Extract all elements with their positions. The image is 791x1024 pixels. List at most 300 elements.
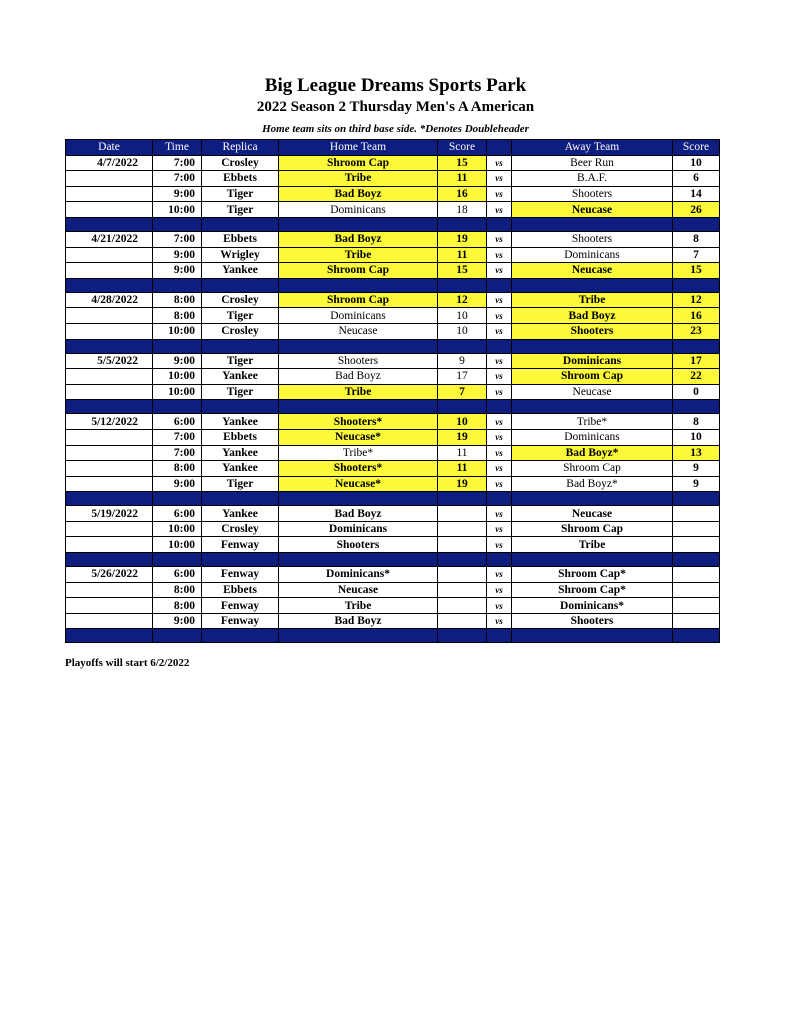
- table-row: [66, 171, 720, 187]
- separator-cell: [66, 400, 153, 414]
- replica-cell: Tiger: [202, 202, 279, 218]
- vs-cell: vs: [487, 369, 512, 385]
- replica-cell: Ebbets: [202, 429, 279, 445]
- time-cell: 8:00: [153, 292, 202, 308]
- table-header-row: [66, 140, 720, 156]
- home-team-cell: Neucase: [279, 582, 438, 598]
- separator-cell: [512, 400, 673, 414]
- replica-cell: Fenway: [202, 537, 279, 553]
- separator-cell: [512, 339, 673, 353]
- home-team-cell: Bad Boyz: [279, 613, 438, 629]
- vs-cell: vs: [487, 476, 512, 492]
- col-header-replica: Replica: [202, 140, 279, 156]
- away-team-cell: Tribe*: [512, 414, 673, 430]
- replica-cell: Yankee: [202, 445, 279, 461]
- col-header-time: Time: [153, 140, 202, 156]
- away-score-cell: [673, 567, 720, 583]
- replica-cell: Fenway: [202, 598, 279, 614]
- home-team-cell: Shroom Cap: [279, 263, 438, 279]
- home-score-cell: 12: [438, 292, 487, 308]
- away-team-cell: Neucase: [512, 263, 673, 279]
- separator-row: [66, 553, 720, 567]
- away-score-cell: 12: [673, 292, 720, 308]
- vs-cell: vs: [487, 247, 512, 263]
- away-score-cell: 9: [673, 476, 720, 492]
- home-score-cell: [438, 598, 487, 614]
- separator-cell: [202, 217, 279, 231]
- replica-cell: Tiger: [202, 476, 279, 492]
- separator-cell: [66, 629, 153, 643]
- home-score-cell: 19: [438, 429, 487, 445]
- away-score-cell: 8: [673, 414, 720, 430]
- away-team-cell: Dominicans: [512, 353, 673, 369]
- separator-cell: [673, 217, 720, 231]
- vs-cell: vs: [487, 202, 512, 218]
- away-score-cell: 17: [673, 353, 720, 369]
- away-score-cell: 9: [673, 461, 720, 477]
- date-cell: [66, 429, 153, 445]
- home-score-cell: 9: [438, 353, 487, 369]
- table-row: [66, 445, 720, 461]
- home-team-cell: Dominicans: [279, 308, 438, 324]
- separator-cell: [66, 339, 153, 353]
- home-score-cell: 11: [438, 247, 487, 263]
- time-cell: 9:00: [153, 613, 202, 629]
- vs-cell: vs: [487, 506, 512, 522]
- time-cell: 9:00: [153, 186, 202, 202]
- home-team-cell: Bad Boyz: [279, 186, 438, 202]
- table-row: [66, 263, 720, 279]
- separator-cell: [438, 492, 487, 506]
- col-header-away-score: Score: [673, 140, 720, 156]
- away-team-cell: Bad Boyz*: [512, 445, 673, 461]
- separator-cell: [202, 492, 279, 506]
- home-team-cell: Bad Boyz: [279, 369, 438, 385]
- separator-cell: [512, 553, 673, 567]
- date-cell: 5/19/2022: [66, 506, 153, 522]
- replica-cell: Yankee: [202, 506, 279, 522]
- time-cell: 7:00: [153, 231, 202, 247]
- vs-cell: vs: [487, 186, 512, 202]
- home-team-cell: Shooters*: [279, 461, 438, 477]
- away-score-cell: 15: [673, 263, 720, 279]
- away-score-cell: 0: [673, 384, 720, 400]
- separator-row: [66, 629, 720, 643]
- home-score-cell: 10: [438, 323, 487, 339]
- table-row: [66, 537, 720, 553]
- replica-cell: Ebbets: [202, 231, 279, 247]
- date-cell: [66, 384, 153, 400]
- away-score-cell: [673, 506, 720, 522]
- col-header-away-team: Away Team: [512, 140, 673, 156]
- separator-cell: [438, 217, 487, 231]
- home-team-cell: Bad Boyz: [279, 231, 438, 247]
- home-score-cell: 15: [438, 155, 487, 171]
- time-cell: 10:00: [153, 384, 202, 400]
- home-team-cell: Tribe: [279, 598, 438, 614]
- table-row: [66, 521, 720, 537]
- separator-cell: [153, 492, 202, 506]
- separator-cell: [487, 492, 512, 506]
- home-score-cell: 19: [438, 476, 487, 492]
- vs-cell: vs: [487, 429, 512, 445]
- time-cell: 9:00: [153, 476, 202, 492]
- separator-cell: [512, 278, 673, 292]
- vs-cell: vs: [487, 567, 512, 583]
- away-score-cell: 6: [673, 171, 720, 187]
- separator-row: [66, 492, 720, 506]
- separator-cell: [673, 339, 720, 353]
- vs-cell: vs: [487, 582, 512, 598]
- table-row: [66, 567, 720, 583]
- time-cell: 7:00: [153, 429, 202, 445]
- away-score-cell: 14: [673, 186, 720, 202]
- vs-cell: vs: [487, 231, 512, 247]
- away-score-cell: [673, 521, 720, 537]
- separator-cell: [153, 217, 202, 231]
- vs-cell: vs: [487, 598, 512, 614]
- separator-cell: [202, 629, 279, 643]
- away-score-cell: 23: [673, 323, 720, 339]
- date-cell: 5/5/2022: [66, 353, 153, 369]
- date-cell: 5/26/2022: [66, 567, 153, 583]
- time-cell: 10:00: [153, 202, 202, 218]
- separator-cell: [279, 400, 438, 414]
- replica-cell: Tiger: [202, 384, 279, 400]
- separator-cell: [487, 400, 512, 414]
- vs-cell: vs: [487, 414, 512, 430]
- away-team-cell: Dominicans*: [512, 598, 673, 614]
- separator-cell: [66, 278, 153, 292]
- home-score-cell: [438, 567, 487, 583]
- time-cell: 8:00: [153, 598, 202, 614]
- vs-cell: vs: [487, 353, 512, 369]
- separator-cell: [438, 553, 487, 567]
- date-cell: 5/12/2022: [66, 414, 153, 430]
- separator-row: [66, 217, 720, 231]
- table-row: [66, 476, 720, 492]
- separator-cell: [279, 553, 438, 567]
- home-score-cell: 18: [438, 202, 487, 218]
- home-team-cell: Neucase: [279, 323, 438, 339]
- date-cell: [66, 186, 153, 202]
- separator-cell: [438, 339, 487, 353]
- date-cell: [66, 171, 153, 187]
- home-team-cell: Shooters*: [279, 414, 438, 430]
- replica-cell: Tiger: [202, 353, 279, 369]
- col-header-home-team: Home Team: [279, 140, 438, 156]
- date-cell: [66, 247, 153, 263]
- separator-cell: [438, 629, 487, 643]
- separator-row: [66, 339, 720, 353]
- time-cell: 7:00: [153, 155, 202, 171]
- col-header-home-score: Score: [438, 140, 487, 156]
- replica-cell: Fenway: [202, 567, 279, 583]
- time-cell: 7:00: [153, 445, 202, 461]
- separator-cell: [202, 278, 279, 292]
- home-team-cell: Dominicans*: [279, 567, 438, 583]
- date-cell: [66, 476, 153, 492]
- vs-cell: vs: [487, 263, 512, 279]
- away-team-cell: Dominicans: [512, 429, 673, 445]
- table-row: [66, 582, 720, 598]
- home-score-cell: 16: [438, 186, 487, 202]
- replica-cell: Yankee: [202, 461, 279, 477]
- away-team-cell: Bad Boyz*: [512, 476, 673, 492]
- table-row: [66, 186, 720, 202]
- time-cell: 10:00: [153, 537, 202, 553]
- away-score-cell: 16: [673, 308, 720, 324]
- separator-cell: [487, 278, 512, 292]
- time-cell: 9:00: [153, 263, 202, 279]
- away-score-cell: [673, 537, 720, 553]
- date-cell: [66, 521, 153, 537]
- away-team-cell: Beer Run: [512, 155, 673, 171]
- date-cell: [66, 445, 153, 461]
- replica-cell: Fenway: [202, 613, 279, 629]
- away-team-cell: Shooters: [512, 613, 673, 629]
- replica-cell: Yankee: [202, 369, 279, 385]
- col-header-date: Date: [66, 140, 153, 156]
- table-row: [66, 429, 720, 445]
- time-cell: 7:00: [153, 171, 202, 187]
- separator-cell: [673, 492, 720, 506]
- time-cell: 8:00: [153, 308, 202, 324]
- home-score-cell: 19: [438, 231, 487, 247]
- home-team-cell: Dominicans: [279, 521, 438, 537]
- home-score-cell: 7: [438, 384, 487, 400]
- away-team-cell: Shooters: [512, 231, 673, 247]
- vs-cell: vs: [487, 521, 512, 537]
- away-score-cell: 8: [673, 231, 720, 247]
- vs-cell: vs: [487, 292, 512, 308]
- replica-cell: Wrigley: [202, 247, 279, 263]
- schedule-table: [65, 139, 720, 643]
- separator-cell: [153, 339, 202, 353]
- table-row: [66, 598, 720, 614]
- home-score-cell: [438, 613, 487, 629]
- home-team-cell: Tribe: [279, 384, 438, 400]
- replica-cell: Tiger: [202, 308, 279, 324]
- replica-cell: Yankee: [202, 414, 279, 430]
- separator-cell: [487, 339, 512, 353]
- home-team-cell: Shroom Cap: [279, 292, 438, 308]
- away-team-cell: Neucase: [512, 384, 673, 400]
- separator-cell: [279, 217, 438, 231]
- away-score-cell: [673, 613, 720, 629]
- schedule-body: [66, 155, 720, 643]
- table-row: [66, 384, 720, 400]
- page-subtitle: 2022 Season 2 Thursday Men's A American: [256, 99, 535, 115]
- time-cell: 10:00: [153, 323, 202, 339]
- date-cell: [66, 202, 153, 218]
- replica-cell: Yankee: [202, 263, 279, 279]
- home-score-cell: [438, 537, 487, 553]
- time-cell: 9:00: [153, 353, 202, 369]
- away-score-cell: 10: [673, 155, 720, 171]
- table-row: [66, 247, 720, 263]
- time-cell: 6:00: [153, 506, 202, 522]
- table-row: [66, 353, 720, 369]
- playoffs-note: Playoffs will start 6/2/2022: [65, 657, 190, 669]
- date-cell: [66, 598, 153, 614]
- home-score-cell: [438, 521, 487, 537]
- replica-cell: Ebbets: [202, 582, 279, 598]
- replica-cell: Ebbets: [202, 171, 279, 187]
- home-team-cell: Bad Boyz: [279, 506, 438, 522]
- away-team-cell: Shroom Cap: [512, 461, 673, 477]
- replica-cell: Crosley: [202, 323, 279, 339]
- vs-cell: vs: [487, 171, 512, 187]
- vs-cell: vs: [487, 445, 512, 461]
- separator-cell: [512, 629, 673, 643]
- table-row: [66, 202, 720, 218]
- separator-cell: [153, 278, 202, 292]
- separator-cell: [512, 492, 673, 506]
- vs-cell: vs: [487, 155, 512, 171]
- home-team-cell: Shooters: [279, 353, 438, 369]
- date-cell: [66, 537, 153, 553]
- date-cell: [66, 263, 153, 279]
- table-row: [66, 369, 720, 385]
- away-team-cell: Neucase: [512, 506, 673, 522]
- vs-cell: vs: [487, 613, 512, 629]
- home-team-cell: Dominicans: [279, 202, 438, 218]
- vs-cell: vs: [487, 537, 512, 553]
- away-score-cell: [673, 598, 720, 614]
- date-cell: 4/21/2022: [66, 231, 153, 247]
- col-header-vs: [487, 140, 512, 156]
- separator-cell: [153, 400, 202, 414]
- away-team-cell: Tribe: [512, 292, 673, 308]
- away-score-cell: 7: [673, 247, 720, 263]
- schedule-note: Home team sits on third base side. *Denotes Doubleheader: [262, 123, 529, 135]
- separator-cell: [279, 339, 438, 353]
- date-cell: [66, 369, 153, 385]
- separator-cell: [438, 400, 487, 414]
- date-cell: [66, 308, 153, 324]
- separator-cell: [512, 217, 673, 231]
- away-team-cell: Dominicans: [512, 247, 673, 263]
- table-row: [66, 308, 720, 324]
- home-team-cell: Tribe: [279, 247, 438, 263]
- away-team-cell: Tribe: [512, 537, 673, 553]
- home-team-cell: Neucase*: [279, 429, 438, 445]
- date-cell: [66, 461, 153, 477]
- table-row: [66, 461, 720, 477]
- home-team-cell: Shooters: [279, 537, 438, 553]
- date-cell: [66, 582, 153, 598]
- separator-cell: [673, 629, 720, 643]
- time-cell: 8:00: [153, 582, 202, 598]
- away-team-cell: B.A.F.: [512, 171, 673, 187]
- home-score-cell: 10: [438, 308, 487, 324]
- home-score-cell: 11: [438, 445, 487, 461]
- away-team-cell: Shroom Cap*: [512, 582, 673, 598]
- separator-cell: [487, 553, 512, 567]
- home-score-cell: 11: [438, 171, 487, 187]
- separator-cell: [66, 217, 153, 231]
- time-cell: 6:00: [153, 567, 202, 583]
- replica-cell: Tiger: [202, 186, 279, 202]
- separator-cell: [673, 278, 720, 292]
- vs-cell: vs: [487, 384, 512, 400]
- separator-cell: [487, 217, 512, 231]
- vs-cell: vs: [487, 308, 512, 324]
- separator-cell: [202, 339, 279, 353]
- away-score-cell: 26: [673, 202, 720, 218]
- time-cell: 9:00: [153, 247, 202, 263]
- separator-cell: [673, 553, 720, 567]
- away-score-cell: [673, 582, 720, 598]
- home-score-cell: [438, 582, 487, 598]
- time-cell: 6:00: [153, 414, 202, 430]
- separator-row: [66, 278, 720, 292]
- away-team-cell: Shroom Cap*: [512, 567, 673, 583]
- time-cell: 10:00: [153, 521, 202, 537]
- table-row: [66, 323, 720, 339]
- separator-cell: [202, 553, 279, 567]
- away-team-cell: Shroom Cap: [512, 521, 673, 537]
- away-team-cell: Shooters: [512, 323, 673, 339]
- separator-cell: [153, 629, 202, 643]
- vs-cell: vs: [487, 461, 512, 477]
- away-score-cell: 10: [673, 429, 720, 445]
- away-team-cell: Shroom Cap: [512, 369, 673, 385]
- table-row: [66, 231, 720, 247]
- vs-cell: vs: [487, 323, 512, 339]
- replica-cell: Crosley: [202, 155, 279, 171]
- table-row: [66, 292, 720, 308]
- home-score-cell: 10: [438, 414, 487, 430]
- separator-cell: [202, 400, 279, 414]
- table-row: [66, 414, 720, 430]
- home-team-cell: Neucase*: [279, 476, 438, 492]
- date-cell: [66, 613, 153, 629]
- separator-cell: [279, 629, 438, 643]
- home-team-cell: Shroom Cap: [279, 155, 438, 171]
- separator-cell: [673, 400, 720, 414]
- home-score-cell: 15: [438, 263, 487, 279]
- table-row: [66, 155, 720, 171]
- separator-cell: [279, 278, 438, 292]
- separator-cell: [438, 278, 487, 292]
- home-score-cell: 11: [438, 461, 487, 477]
- home-score-cell: 17: [438, 369, 487, 385]
- separator-cell: [153, 553, 202, 567]
- date-cell: 4/28/2022: [66, 292, 153, 308]
- home-team-cell: Tribe: [279, 171, 438, 187]
- separator-cell: [66, 492, 153, 506]
- table-row: [66, 506, 720, 522]
- away-team-cell: Neucase: [512, 202, 673, 218]
- time-cell: 8:00: [153, 461, 202, 477]
- away-team-cell: Shooters: [512, 186, 673, 202]
- page-title: Big League Dreams Sports Park: [264, 75, 527, 96]
- home-score-cell: [438, 506, 487, 522]
- away-score-cell: 13: [673, 445, 720, 461]
- date-cell: 4/7/2022: [66, 155, 153, 171]
- home-team-cell: Tribe*: [279, 445, 438, 461]
- away-score-cell: 22: [673, 369, 720, 385]
- time-cell: 10:00: [153, 369, 202, 385]
- separator-row: [66, 400, 720, 414]
- date-cell: [66, 323, 153, 339]
- replica-cell: Crosley: [202, 521, 279, 537]
- separator-cell: [487, 629, 512, 643]
- separator-cell: [66, 553, 153, 567]
- away-team-cell: Bad Boyz: [512, 308, 673, 324]
